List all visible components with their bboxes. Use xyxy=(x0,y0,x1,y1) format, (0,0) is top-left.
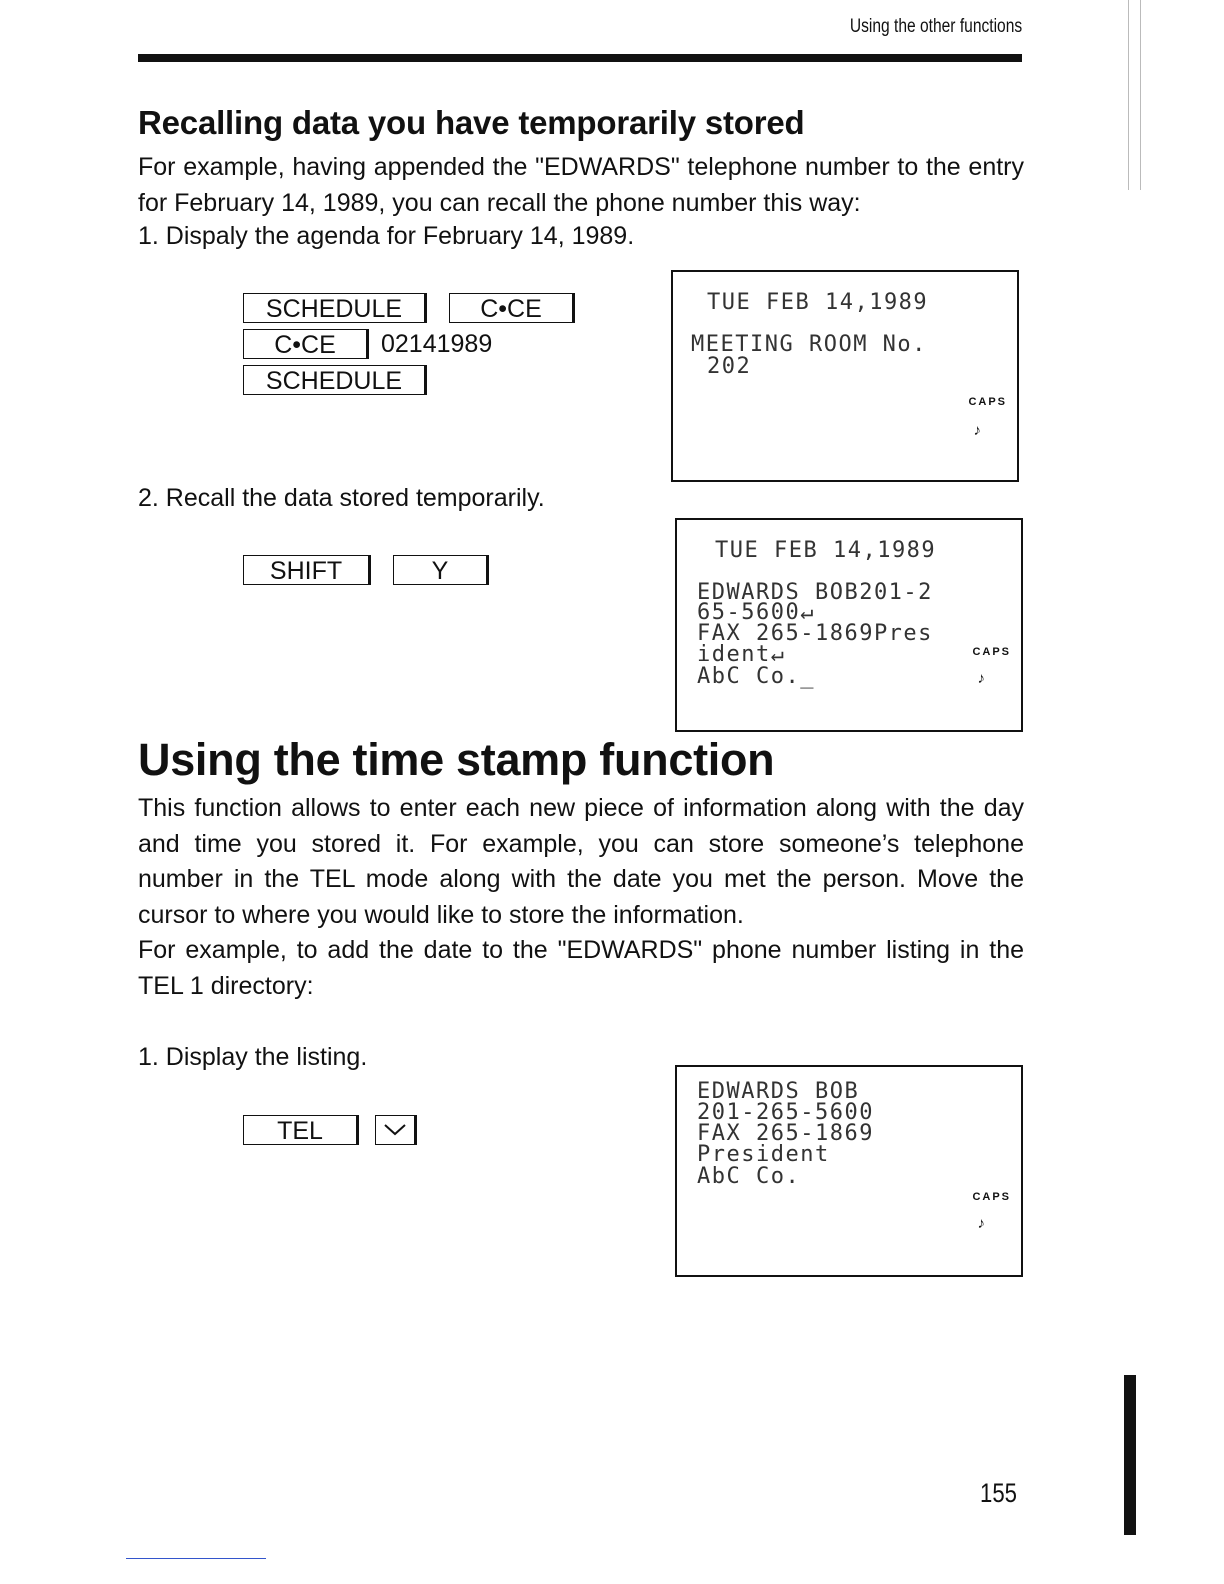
binding-mark xyxy=(1124,1375,1136,1535)
schedule-key[interactable]: SCHEDULE xyxy=(243,365,427,395)
lcd-line: ident↵ xyxy=(697,642,786,667)
lcd-line: TUE FEB 14,1989 xyxy=(715,538,937,563)
key-row-shift-y xyxy=(243,555,511,585)
scan-edge-line xyxy=(126,1558,266,1559)
header-rule xyxy=(138,54,1022,62)
caps-indicator: CAPS xyxy=(968,396,1007,408)
section-title-recall: Recalling data you have temporarily stored xyxy=(138,104,805,141)
lcd-line: 202 xyxy=(707,354,752,379)
timestamp-para-1: This function allows to enter each new piece of information along with the day and time you stored it. For example, you can store someone’s telephone number in the TEL mode along with the date you met the person. Move the cursor to where you would like to store the information. xyxy=(138,794,1024,929)
music-note-icon: ♪ xyxy=(973,422,981,439)
lcd-line: TUE FEB 14,1989 xyxy=(707,290,929,315)
recall-step-2: 2. Recall the data stored temporarily. xyxy=(138,484,545,512)
shift-key[interactable]: SHIFT xyxy=(243,555,371,585)
music-note-icon: ♪ xyxy=(977,1215,985,1232)
lcd-line: EDWARDS BOB xyxy=(697,1079,860,1104)
lcd-line: President xyxy=(697,1142,830,1167)
lcd-line: EDWARDS BOB201-2 xyxy=(697,580,933,605)
tel-key[interactable]: TEL xyxy=(243,1115,359,1145)
cce-key[interactable]: C•CE xyxy=(449,293,575,323)
lcd-line: FAX 265-1869 xyxy=(697,1121,874,1146)
scan-edge-line xyxy=(1128,0,1129,190)
lcd-display-recalled xyxy=(675,518,1023,732)
caps-indicator: CAPS xyxy=(972,646,1011,658)
page-number: 155 xyxy=(980,1478,1017,1508)
caps-indicator: CAPS xyxy=(972,1191,1011,1203)
y-key[interactable]: Y xyxy=(393,555,489,585)
recall-step-1: 1. Dispaly the agenda for February 14, 1989. xyxy=(138,222,635,250)
key-row-1 xyxy=(243,293,597,323)
section-title-timestamp: Using the time stamp function xyxy=(138,734,775,785)
lcd-line: 201-265-5600 xyxy=(697,1100,874,1125)
lcd-line: MEETING ROOM No. xyxy=(691,332,927,357)
lcd-line: AbC Co._ xyxy=(697,664,815,689)
lcd-display-listing xyxy=(675,1065,1023,1277)
lcd-line: 65-5600↵ xyxy=(697,600,815,625)
recall-intro: For example, having appended the "EDWARDS" telephone number to the entry for February 14, 1989, you can recall the phone number this way: xyxy=(138,153,1024,217)
timestamp-para-2: For example, to add the date to the "EDWARDS" phone number listing in the TEL 1 directory: xyxy=(138,936,1024,1000)
running-head: Using the other functions xyxy=(849,16,1022,37)
down-arrow-key[interactable] xyxy=(375,1115,417,1145)
scan-edge-line xyxy=(1140,0,1141,190)
lcd-line: FAX 265-1869Pres xyxy=(697,621,933,646)
chevron-down-icon xyxy=(382,1122,408,1138)
key-row-3 xyxy=(243,365,449,395)
cce-key[interactable]: C•CE xyxy=(243,329,369,359)
key-row-tel xyxy=(243,1115,417,1145)
lcd-line: AbC Co. xyxy=(697,1164,801,1189)
key-row-2 xyxy=(243,329,492,359)
typed-date: 02141989 xyxy=(381,329,493,358)
lcd-display-agenda xyxy=(671,270,1019,482)
timestamp-step-1: 1. Display the listing. xyxy=(138,1043,368,1071)
music-note-icon: ♪ xyxy=(977,670,985,687)
schedule-key[interactable]: SCHEDULE xyxy=(243,293,427,323)
